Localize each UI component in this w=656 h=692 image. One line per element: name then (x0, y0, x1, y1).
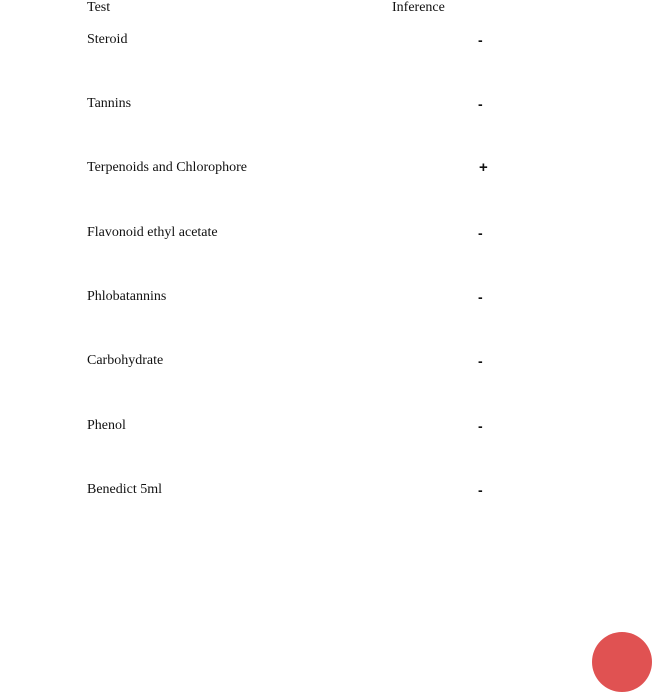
inference-result: - (478, 289, 483, 305)
test-name: Carbohydrate (87, 353, 164, 368)
test-name: Steroid (87, 32, 128, 47)
column-header-inference: Inference (392, 0, 445, 15)
test-name: Terpenoids and Chlorophore (87, 160, 247, 175)
test-name: Phenol (87, 418, 126, 433)
inference-result: - (478, 225, 483, 241)
column-header-test: Test (87, 0, 111, 15)
inference-result: - (478, 482, 483, 498)
test-name: Phlobatannins (87, 289, 167, 304)
floating-action-button[interactable] (592, 632, 652, 692)
table-row (0, 159, 656, 177)
table-row (0, 417, 656, 435)
test-name: Benedict 5ml (87, 482, 163, 497)
table-row (0, 31, 656, 49)
inference-result: - (478, 32, 483, 48)
table-row (0, 288, 656, 306)
inference-result: - (478, 418, 483, 434)
table-row (0, 481, 656, 499)
table-row (0, 95, 656, 113)
inference-result: - (478, 96, 483, 112)
inference-result: - (478, 353, 483, 369)
table-row (0, 224, 656, 242)
test-name: Flavonoid ethyl acetate (87, 225, 218, 240)
inference-result: + (479, 159, 488, 176)
table-row (0, 352, 656, 370)
test-name: Tannins (87, 96, 132, 111)
